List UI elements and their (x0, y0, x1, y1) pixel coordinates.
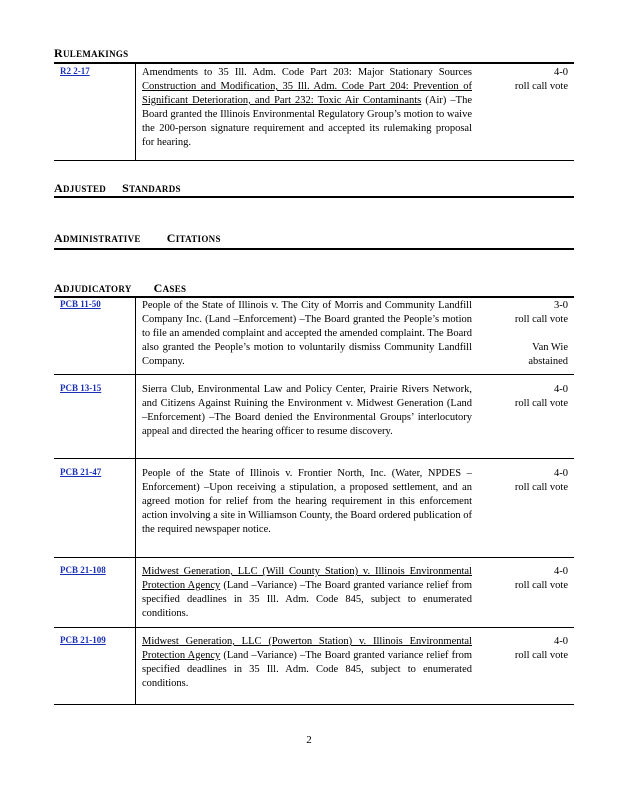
rule-adjudicatory-cases-top (54, 296, 574, 298)
page-number: 2 (306, 734, 312, 746)
rule-case-separator (54, 627, 574, 628)
rulemaking-description: Amendments to 35 Ill. Adm. Code Part 203: Major Stationary Sources Construction and Modification, 35 Ill. Adm. Code Part 204: Prevention of Significant Deterioration, and Part 232: Toxic Air Contaminants (Air) –The Board granted the Illinois Environmental Regulatory Group’s motion to waive the 200-person signature requirement and accepted its rulemaking proposal for hearing. (142, 67, 472, 148)
column-divider (135, 62, 136, 160)
vote-cell: 4-0 roll call vote (514, 566, 568, 591)
column-divider (135, 296, 136, 704)
docket-link[interactable]: PCB 11-50 (60, 299, 101, 309)
rule-adjudicatory-cases-bottom (54, 704, 574, 705)
docket-link[interactable]: PCB 21-109 (60, 635, 106, 645)
vote-cell: 4-0 roll call vote (514, 636, 568, 661)
case-description: People of the State of Illinois v. Frontier North, Inc. (Water, NPDES –Enforcement) –Upon receiving a stipulation, a proposed settlement, and an agreed motion for relief from the hearing requirement in this enforcement action involving a site in Williamson County, the Board ordered publication of the required newspaper notice. (142, 468, 472, 535)
section-heading-adjusted-standards: ADJUSTED STANDARDS (54, 181, 181, 195)
section-heading-rulemakings: RULEMAKINGS (54, 46, 129, 60)
rule-case-separator (54, 557, 574, 558)
section-heading-administrative-citations: ADMINISTRATIVE CITATIONS (54, 231, 221, 245)
rule-case-separator (54, 458, 574, 459)
docket-link[interactable]: PCB 13-15 (60, 383, 102, 393)
vote-cell: 4-0 roll call vote (514, 384, 568, 409)
rule-case-separator (54, 374, 574, 375)
docket-link[interactable]: PCB 21-108 (60, 565, 106, 575)
rule-administrative-citations (54, 248, 574, 250)
case-description: People of the State of Illinois v. The City of Morris and Community Landfill Company Inc. (Land –Enforcement) –The Board granted the People’s motion to file an amended complaint and accepted the amended complaint. The Board also granted the People’s motion to voluntarily dismiss Community Landfill Company. (142, 300, 472, 367)
vote-cell: 4-0 roll call vote (514, 67, 568, 92)
section-heading-adjudicatory-cases: ADJUDICATORY CASES (54, 281, 187, 295)
case-description: Midwest Generation, LLC (Powerton Station) v. Illinois Environmental Protection Agency (Land –Variance) –The Board granted variance relief from specified deadlines in 35 Ill. Adm. Code 845, subject to enumerated conditions. (142, 636, 472, 689)
case-description: Sierra Club, Environmental Law and Policy Center, Prairie Rivers Network, and Citizens Against Ruining the Environment v. Midwest Generation (Land –Enforcement) –The Board denied the Environmental Groups’ interlocutory appeal and directed the hearing officer to resume discovery. (142, 384, 472, 437)
rule-adjusted-standards (54, 196, 574, 198)
vote-cell: 3-0 roll call vote Van Wie abstained (514, 300, 568, 367)
docket-link[interactable]: R2 2-17 (60, 66, 90, 76)
case-description: Midwest Generation, LLC (Will County Station) v. Illinois Environmental Protection Agency (Land –Variance) –The Board granted variance relief from specified deadlines in 35 Ill. Adm. Code 845, subject to enumerated conditions. (142, 566, 472, 619)
vote-cell: 4-0 roll call vote (514, 468, 568, 493)
rule-rulemakings-bottom (54, 160, 574, 161)
rule-rulemakings-top (54, 62, 574, 64)
docket-link[interactable]: PCB 21-47 (60, 467, 102, 477)
